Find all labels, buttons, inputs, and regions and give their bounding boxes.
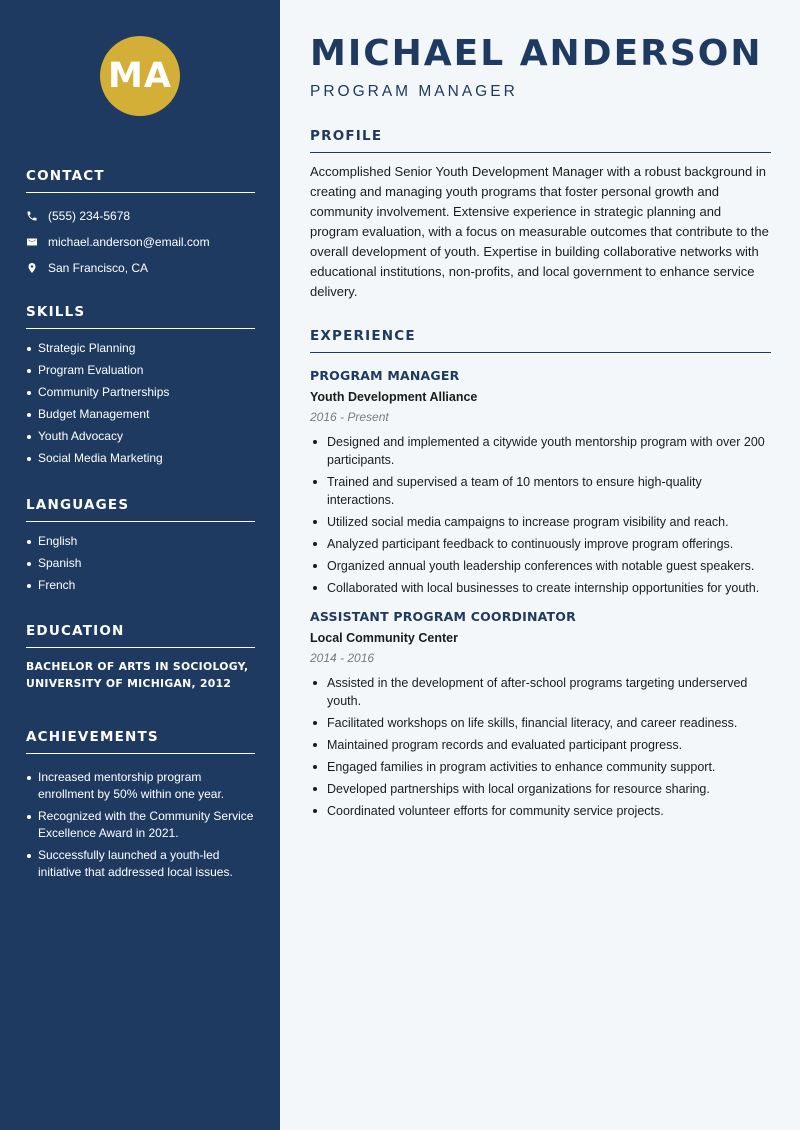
list-item: Youth Advocacy xyxy=(26,428,255,445)
phone-text: (555) 234-5678 xyxy=(48,209,131,223)
list-item: Utilized social media campaigns to increase program visibility and reach. xyxy=(310,513,771,531)
location-pin-icon xyxy=(26,262,38,274)
job-bullets xyxy=(310,674,771,820)
list-item: Social Media Marketing xyxy=(26,450,255,467)
list-item: Coordinated volunteer efforts for community service projects. xyxy=(310,802,771,820)
achievements-list xyxy=(26,769,255,881)
list-item: Community Partnerships xyxy=(26,384,255,401)
achievements-title: ACHIEVEMENTS xyxy=(26,729,255,754)
profile-text: Accomplished Senior Youth Development Manager with a robust background in creating and managing youth programs that foster personal growth and community involvement. Extensive experience in strategic planning and program evaluation, with a focus on measurable outcomes that contribute to the overall development of youth. Expertise in building collaborative networks with educational institutions, non-profits, and local government to enhance service delivery. xyxy=(310,164,769,299)
profile-section xyxy=(310,128,771,302)
list-item: Increased mentorship program enrollment by 50% within one year. xyxy=(26,769,255,803)
list-item: Designed and implemented a citywide youth mentorship program with over 200 participants. xyxy=(310,433,771,469)
experience-title: EXPERIENCE xyxy=(310,328,771,353)
skills-section xyxy=(26,304,255,472)
languages-section xyxy=(26,497,255,599)
location-text: San Francisco, CA xyxy=(48,261,149,275)
list-item: Spanish xyxy=(26,555,255,572)
job-company: Youth Development Alliance xyxy=(310,390,478,404)
job-title: PROGRAM MANAGER xyxy=(310,368,460,383)
job-dates: 2016 - Present xyxy=(310,410,389,424)
list-item: Successfully launched a youth-led initiative that addressed local issues. xyxy=(26,847,255,881)
experience-section xyxy=(310,328,771,824)
languages-list xyxy=(26,533,255,594)
list-item: Strategic Planning xyxy=(26,340,255,357)
list-item: Recognized with the Community Service Excellence Award in 2021. xyxy=(26,808,255,842)
contact-location xyxy=(26,255,255,281)
skills-list xyxy=(26,340,255,467)
sidebar xyxy=(0,0,280,1130)
education-section xyxy=(26,623,255,692)
skills-title: SKILLS xyxy=(26,304,255,329)
education-degree xyxy=(26,658,255,692)
profile-title: PROFILE xyxy=(310,128,771,153)
job-title: ASSISTANT PROGRAM COORDINATOR xyxy=(310,609,576,624)
education-line-1: BACHELOR OF ARTS IN SOCIOLOGY, xyxy=(26,660,249,673)
languages-title: LANGUAGES xyxy=(26,497,255,522)
avatar xyxy=(100,36,180,116)
phone-icon xyxy=(26,210,38,222)
education-title: EDUCATION xyxy=(26,623,255,648)
list-item: French xyxy=(26,577,255,594)
list-item: Facilitated workshops on life skills, financial literacy, and career readiness. xyxy=(310,714,771,732)
list-item: Budget Management xyxy=(26,406,255,423)
list-item: English xyxy=(26,533,255,550)
education-line-2: UNIVERSITY OF MICHIGAN, 2012 xyxy=(26,677,232,690)
job-entry xyxy=(310,609,771,820)
job-company: Local Community Center xyxy=(310,631,458,645)
job-entry xyxy=(310,368,771,597)
list-item: Analyzed participant feedback to continuously improve program offerings. xyxy=(310,535,771,553)
list-item: Trained and supervised a team of 10 mentors to ensure high-quality interactions. xyxy=(310,473,771,509)
list-item: Maintained program records and evaluated participant progress. xyxy=(310,736,771,754)
achievements-section xyxy=(26,729,255,886)
contact-title: CONTACT xyxy=(26,168,255,193)
contact-phone xyxy=(26,203,255,229)
candidate-role: PROGRAM MANAGER xyxy=(310,83,518,100)
job-bullets xyxy=(310,433,771,597)
list-item: Engaged families in program activities to enhance community support. xyxy=(310,758,771,776)
list-item: Developed partnerships with local organizations for resource sharing. xyxy=(310,780,771,798)
list-item: Program Evaluation xyxy=(26,362,255,379)
email-icon xyxy=(26,236,38,248)
list-item: Assisted in the development of after-school programs targeting underserved youth. xyxy=(310,674,771,710)
avatar-initials: MA xyxy=(108,56,172,96)
contact-section xyxy=(26,168,255,281)
list-item: Collaborated with local businesses to create internship opportunities for youth. xyxy=(310,579,771,597)
contact-email xyxy=(26,229,255,255)
list-item: Organized annual youth leadership conferences with notable guest speakers. xyxy=(310,557,771,575)
email-text: michael.anderson@email.com xyxy=(48,235,210,249)
job-dates: 2014 - 2016 xyxy=(310,651,375,665)
candidate-name: MICHAEL ANDERSON xyxy=(310,33,763,74)
